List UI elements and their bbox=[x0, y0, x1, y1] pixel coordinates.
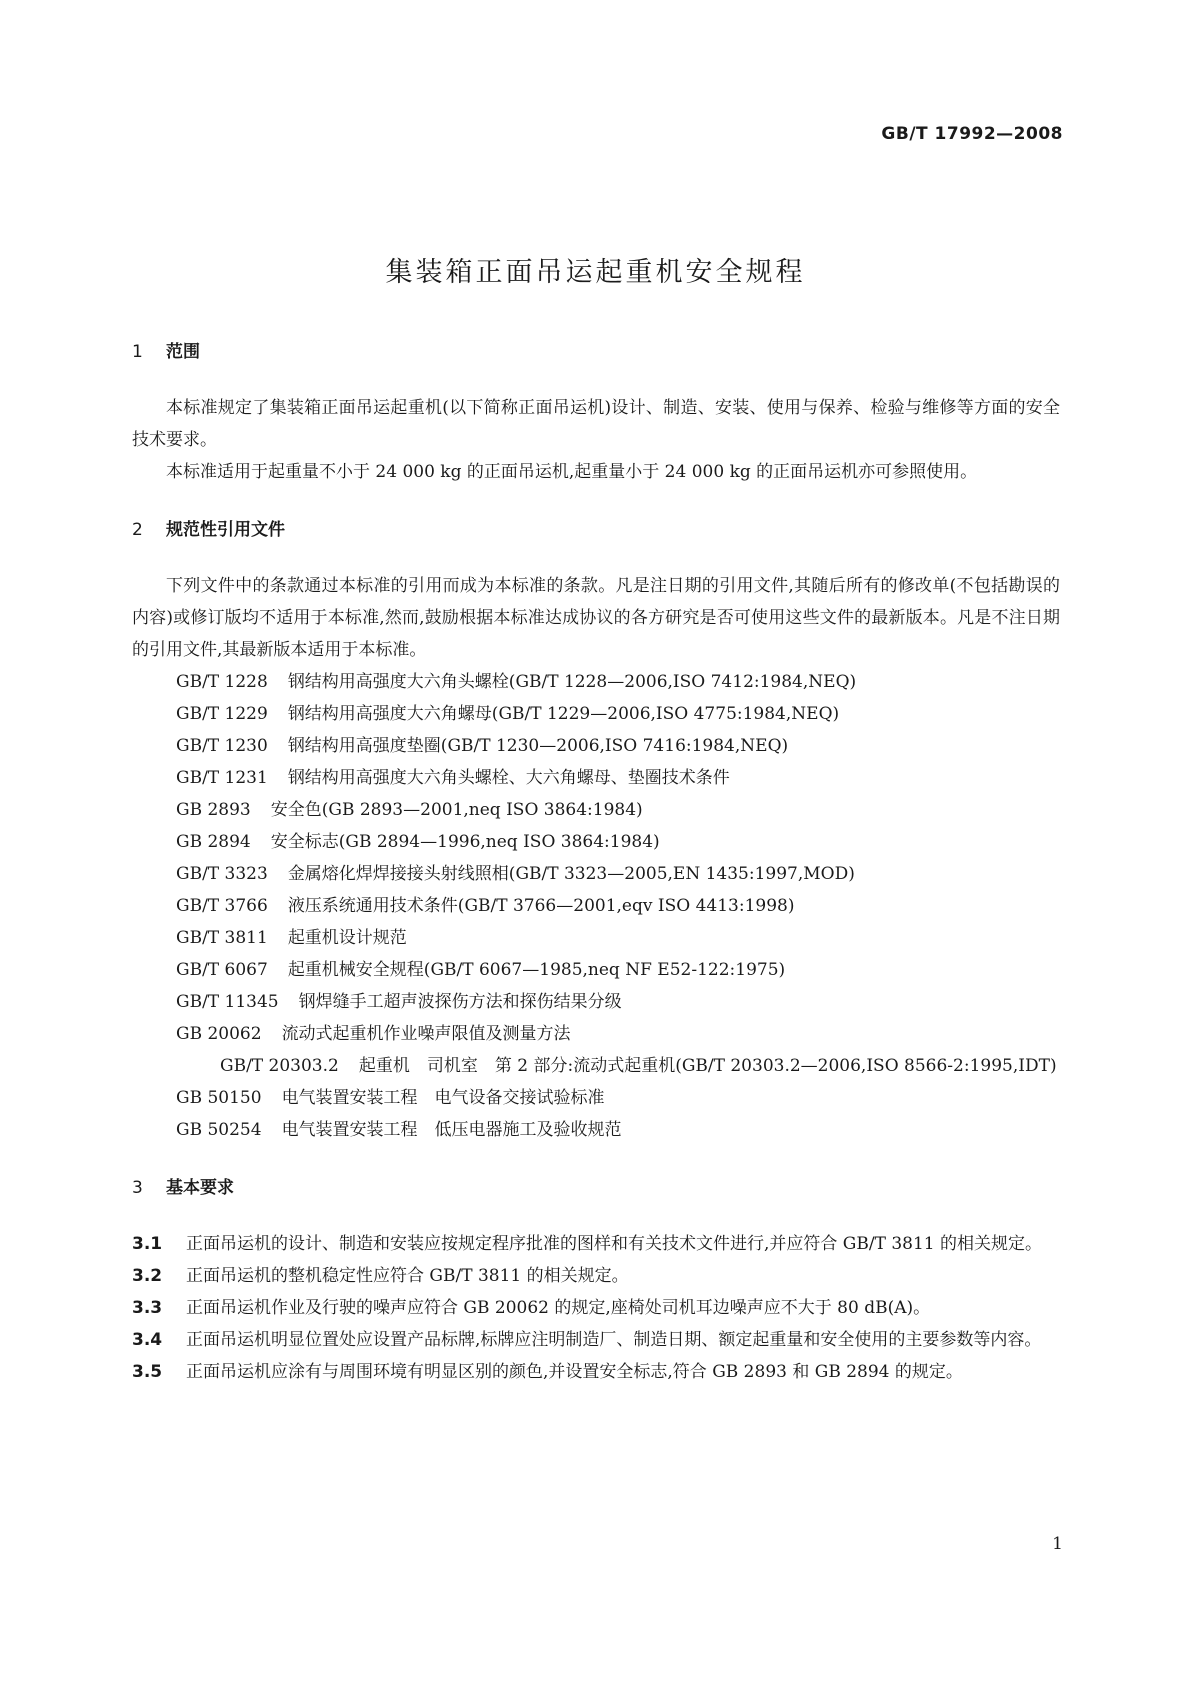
reference-code: GB 2893 bbox=[176, 800, 251, 820]
section-2-heading bbox=[132, 514, 1060, 546]
reference-title: 起重机 司机室 第 2 部分:流动式起重机(GB/T 20303.2—2006,ISO 8566-2:1995,IDT) bbox=[358, 1056, 1057, 1076]
reference-code: GB/T 11345 bbox=[176, 992, 279, 1012]
reference-code: GB 20062 bbox=[176, 1024, 262, 1044]
clause bbox=[132, 1228, 1060, 1260]
section-1-paragraph: 本标准适用于起重量不小于 24 000 kg 的正面吊运机,起重量小于 24 000 kg 的正面吊运机亦可参照使用。 bbox=[166, 462, 978, 482]
reference-item bbox=[132, 1018, 1060, 1050]
reference-title: 钢结构用高强度垫圈(GB/T 1230—2006,ISO 7416:1984,NEQ) bbox=[287, 736, 789, 756]
reference-code: GB/T 1230 bbox=[176, 736, 268, 756]
reference-title: 电气装置安装工程 低压电器施工及验收规范 bbox=[281, 1120, 622, 1140]
reference-code: GB/T 1231 bbox=[176, 768, 268, 788]
reference-item bbox=[132, 730, 1060, 762]
clause bbox=[132, 1292, 1060, 1324]
reference-code: GB 50254 bbox=[176, 1120, 262, 1140]
reference-item bbox=[132, 1082, 1060, 1114]
clause-number: 3.2 bbox=[132, 1266, 163, 1286]
page-number: 1 bbox=[1052, 1534, 1063, 1554]
reference-item bbox=[132, 762, 1060, 794]
reference-code: GB/T 3323 bbox=[176, 864, 268, 884]
reference-item bbox=[132, 1050, 1060, 1082]
reference-item bbox=[132, 666, 1060, 698]
section-2-intro: 下列文件中的条款通过本标准的引用而成为本标准的条款。凡是注日期的引用文件,其随后所有的修改单(不包括勘误的内容)或修订版均不适用于本标准,然而,鼓励根据本标准达成协议的各方研究是否可使用这些文件的最新版本。凡是不注日期的引用文件,其最新版本适用于本标准。 bbox=[132, 576, 1060, 660]
section-number: 2 bbox=[132, 520, 143, 540]
reference-title: 液压系统通用技术条件(GB/T 3766—2001,eqv ISO 4413:1998) bbox=[287, 896, 795, 916]
section-title: 范围 bbox=[166, 342, 200, 362]
document-title: 集装箱正面吊运起重机安全规程 bbox=[385, 257, 806, 289]
reference-code: GB/T 6067 bbox=[176, 960, 268, 980]
reference-code: GB 50150 bbox=[176, 1088, 262, 1108]
reference-item bbox=[132, 986, 1060, 1018]
reference-item bbox=[132, 1114, 1060, 1146]
clause-number: 3.3 bbox=[132, 1298, 163, 1318]
clause-text: 正面吊运机的设计、制造和安装应按规定程序批准的图样和有关技术文件进行,并应符合 GB/T 3811 的相关规定。 bbox=[186, 1234, 1043, 1254]
reference-item bbox=[132, 858, 1060, 890]
reference-item bbox=[132, 922, 1060, 954]
clause-number: 3.4 bbox=[132, 1330, 163, 1350]
section-title: 规范性引用文件 bbox=[166, 520, 285, 540]
reference-code: GB/T 3766 bbox=[176, 896, 268, 916]
section-1-paragraph: 本标准规定了集装箱正面吊运起重机(以下简称正面吊运机)设计、制造、安装、使用与保养、检验与维修等方面的安全技术要求。 bbox=[132, 398, 1060, 450]
reference-code: GB 2894 bbox=[176, 832, 251, 852]
reference-item bbox=[132, 698, 1060, 730]
reference-title: 钢结构用高强度大六角头螺栓(GB/T 1228—2006,ISO 7412:1984,NEQ) bbox=[287, 672, 857, 692]
clause-number: 3.5 bbox=[132, 1362, 163, 1382]
reference-title: 安全色(GB 2893—2001,neq ISO 3864:1984) bbox=[270, 800, 643, 820]
clause-text: 正面吊运机应涂有与周围环境有明显区别的颜色,并设置安全标志,符合 GB 2893 和 GB 2894 的规定。 bbox=[186, 1362, 963, 1382]
reference-title: 流动式起重机作业噪声限值及测量方法 bbox=[281, 1024, 571, 1044]
section-title: 基本要求 bbox=[166, 1178, 234, 1198]
reference-item bbox=[132, 794, 1060, 826]
reference-code: GB/T 3811 bbox=[176, 928, 268, 948]
reference-title: 钢结构用高强度大六角头螺栓、大六角螺母、垫圈技术条件 bbox=[287, 768, 730, 788]
clause-text: 正面吊运机作业及行驶的噪声应符合 GB 20062 的规定,座椅处司机耳边噪声应不大于 80 dB(A)。 bbox=[186, 1298, 931, 1318]
reference-item bbox=[132, 826, 1060, 858]
reference-code: GB/T 20303.2 bbox=[220, 1056, 339, 1076]
reference-title: 起重机械安全规程(GB/T 6067—1985,neq NF E52-122:1975) bbox=[287, 960, 786, 980]
section-number: 3 bbox=[132, 1178, 143, 1198]
standard-code: GB/T 17992—2008 bbox=[881, 124, 1063, 144]
reference-title: 电气装置安装工程 电气设备交接试验标准 bbox=[281, 1088, 605, 1108]
reference-item bbox=[132, 890, 1060, 922]
reference-code: GB/T 1228 bbox=[176, 672, 268, 692]
clause-text: 正面吊运机明显位置处应设置产品标牌,标牌应注明制造厂、制造日期、额定起重量和安全使用的主要参数等内容。 bbox=[186, 1330, 1042, 1350]
clause bbox=[132, 1324, 1060, 1356]
reference-title: 钢结构用高强度大六角螺母(GB/T 1229—2006,ISO 4775:1984,NEQ) bbox=[287, 704, 840, 724]
clause-text: 正面吊运机的整机稳定性应符合 GB/T 3811 的相关规定。 bbox=[186, 1266, 629, 1286]
reference-item bbox=[132, 954, 1060, 986]
reference-title: 钢焊缝手工超声波探伤方法和探伤结果分级 bbox=[298, 992, 622, 1012]
section-1-heading bbox=[132, 336, 1060, 368]
clause bbox=[132, 1356, 1060, 1388]
clause bbox=[132, 1260, 1060, 1292]
section-number: 1 bbox=[132, 342, 143, 362]
reference-title: 安全标志(GB 2894—1996,neq ISO 3864:1984) bbox=[270, 832, 660, 852]
section-3-heading bbox=[132, 1172, 1060, 1204]
clause-number: 3.1 bbox=[132, 1234, 163, 1254]
reference-title: 起重机设计规范 bbox=[287, 928, 407, 948]
document-body bbox=[132, 336, 1060, 1388]
reference-title: 金属熔化焊焊接接头射线照相(GB/T 3323—2005,EN 1435:1997,MOD) bbox=[287, 864, 855, 884]
reference-code: GB/T 1229 bbox=[176, 704, 268, 724]
